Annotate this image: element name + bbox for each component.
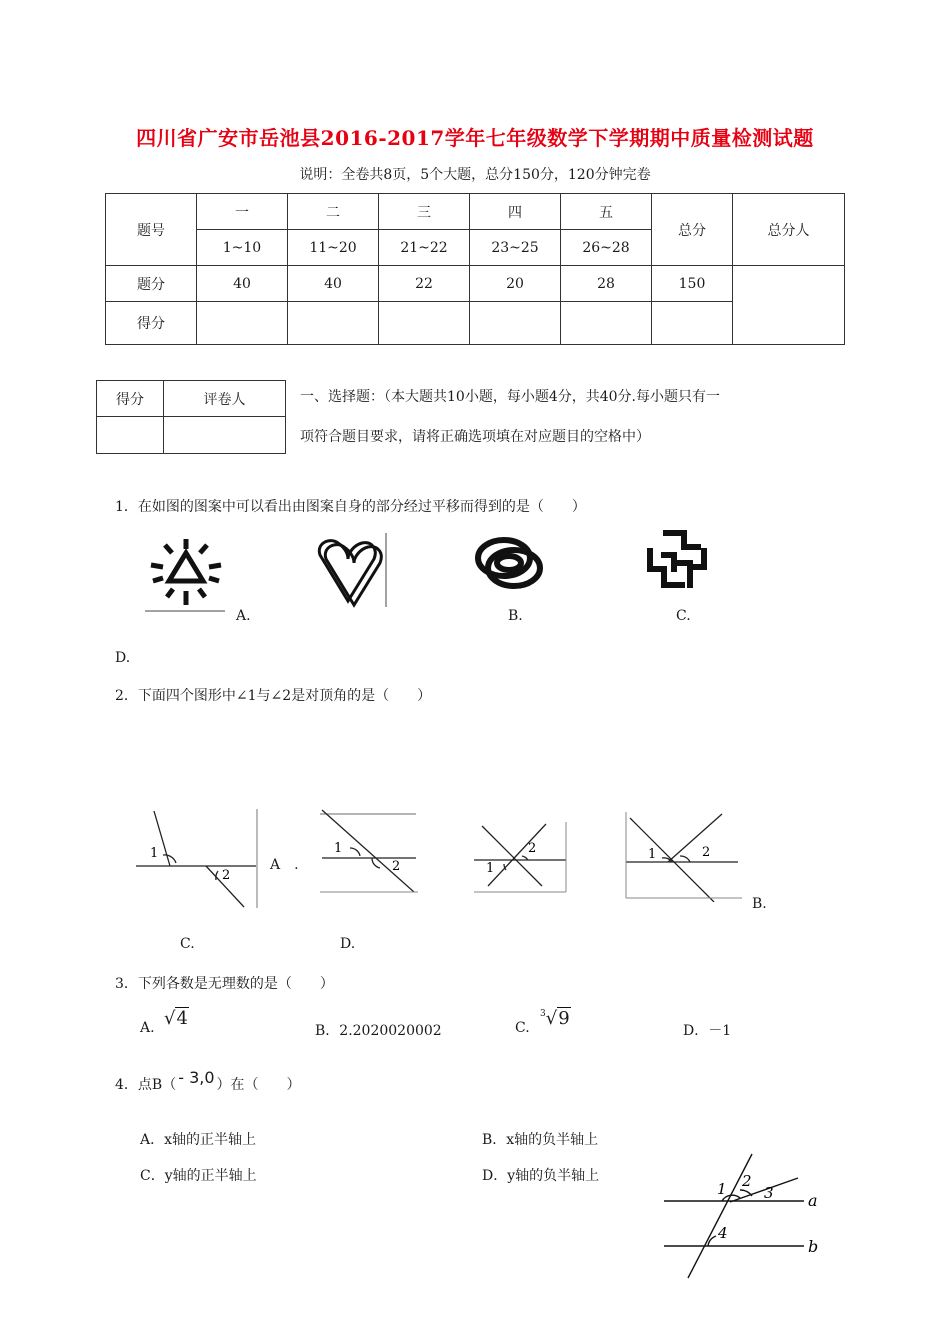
range-3: 21~22 — [379, 230, 470, 266]
q3-stem: 3．下列各数是无理数的是（ ） — [115, 976, 334, 992]
totaler-cell[interactable] — [733, 266, 845, 345]
fig-angle1-text: 1 — [717, 1180, 727, 1198]
q4-option-a: A．x轴的正半轴上 — [140, 1132, 257, 1148]
q2c-angle2-text: 2 — [528, 841, 537, 856]
q1-label-c: C. — [676, 608, 691, 624]
q2-stem: 2．下面四个图形中∠1与∠2是对顶角的是（ ） — [115, 688, 432, 704]
q3-option-c-math — [540, 1008, 571, 1029]
parallel-lines-figure — [660, 1150, 830, 1282]
q4-stem — [115, 1068, 301, 1094]
q1-label-d: D. — [115, 650, 131, 666]
q2d-angle1-text: 1 — [648, 847, 657, 862]
exam-note: 说明：全卷共8页，5个大题，总分150分，120分钟完卷 — [299, 167, 651, 183]
section-3: 三 — [379, 194, 470, 230]
q2a-angle2-text: 2 — [222, 868, 231, 883]
fig-angle2-text: 2 — [742, 1172, 752, 1190]
earned-cell-5[interactable] — [561, 302, 652, 345]
totaler-label: 总分人 — [733, 194, 845, 266]
q3-option-c-label: C. — [515, 1020, 530, 1036]
rings-pattern-figure — [472, 532, 548, 596]
points-1: 40 — [197, 266, 288, 302]
q3-c-radicand: 9 — [558, 1008, 570, 1029]
grader-score-cell[interactable] — [97, 417, 164, 454]
q3-a-radicand: 4 — [176, 1008, 188, 1029]
sqrt-symbol: √ — [164, 1008, 176, 1029]
earned-cell-total[interactable] — [652, 302, 733, 345]
q2-label-d: D. — [340, 936, 356, 952]
q2-figure-c — [470, 820, 570, 894]
q4-option-b: B．x轴的负半轴上 — [482, 1132, 599, 1148]
line-b-label: b — [808, 1237, 819, 1256]
q2-figure-d — [622, 810, 746, 902]
sunburst-pattern-figure — [145, 535, 227, 613]
section-4: 四 — [470, 194, 561, 230]
section-heading-line2: 项符合题目要求，请将正确选项填在对应题目的空格中） — [300, 429, 650, 445]
range-2: 11~20 — [288, 230, 379, 266]
q4-option-d: D．y轴的负半轴上 — [482, 1168, 600, 1184]
points-5: 28 — [561, 266, 652, 302]
q2-label-c: C. — [180, 936, 195, 952]
points-label: 题分 — [106, 266, 197, 302]
section-5: 五 — [561, 194, 652, 230]
q2b-angle1-text: 1 — [334, 841, 343, 856]
line-a-label: a — [808, 1191, 818, 1210]
range-5: 26~28 — [561, 230, 652, 266]
points-2: 40 — [288, 266, 379, 302]
q4-stem-prefix: 4．点B（ — [115, 1077, 177, 1093]
range-4: 23~25 — [470, 230, 561, 266]
q2b-angle2-text: 2 — [392, 859, 401, 874]
cube-root-index: 3 — [540, 1009, 546, 1019]
col-label: 题号 — [106, 194, 197, 266]
q2-label-b: B. — [752, 896, 767, 912]
grader-name-cell[interactable] — [164, 417, 286, 454]
root-symbol: √ — [545, 1008, 558, 1029]
score-table — [105, 193, 845, 345]
q3-option-b: B．2.2020020002 — [315, 1023, 442, 1039]
points-total: 150 — [652, 266, 733, 302]
q3-option-d: D．－1 — [683, 1023, 732, 1039]
q2-figure-a — [136, 805, 260, 909]
earned-label: 得分 — [106, 302, 197, 345]
section-1: 一 — [197, 194, 288, 230]
fig-angle4-text: 4 — [718, 1224, 728, 1242]
q2a-angle1-text: 1 — [150, 846, 159, 861]
q4-option-c: C．y轴的正半轴上 — [140, 1168, 257, 1184]
q3-option-a-label: A. — [140, 1020, 155, 1036]
section-2: 二 — [288, 194, 379, 230]
earned-cell-3[interactable] — [379, 302, 470, 345]
heart-pattern-figure — [312, 533, 390, 609]
section-heading-line1: 一、选择题：（本大题共10小题，每小题4分，共40分.每小题只有一 — [300, 389, 720, 405]
q4-stem-suffix: ）在（ ） — [216, 1077, 301, 1093]
earned-cell-2[interactable] — [288, 302, 379, 345]
page-title: 四川省广安市岳池县2016-2017学年七年级数学下学期期中质量检测试题 — [136, 126, 814, 150]
q2c-angle1-text: 1 — [486, 861, 495, 876]
points-4: 20 — [470, 266, 561, 302]
q1-stem: 1．在如图的图案中可以看出由图案自身的部分经过平移而得到的是（ ） — [115, 499, 586, 515]
q2d-angle2-text: 2 — [702, 845, 711, 860]
q1-label-b: B. — [508, 608, 523, 624]
earned-cell-4[interactable] — [470, 302, 561, 345]
q1-label-a: A. — [236, 608, 251, 624]
range-1: 1~10 — [197, 230, 288, 266]
points-3: 22 — [379, 266, 470, 302]
q4-coordinate: - 3,0 — [178, 1068, 215, 1087]
earned-cell-1[interactable] — [197, 302, 288, 345]
q2-figure-b — [320, 808, 420, 894]
total-label: 总分 — [652, 194, 733, 266]
grader-label: 评卷人 — [164, 381, 286, 417]
fig-angle3-text: 3 — [764, 1184, 774, 1202]
grader-score-label: 得分 — [97, 381, 164, 417]
q2-label-a: A . — [270, 857, 299, 873]
q3-option-a-math — [164, 1008, 189, 1029]
grader-table — [96, 380, 286, 454]
square-spiral-pattern-figure — [644, 527, 710, 593]
